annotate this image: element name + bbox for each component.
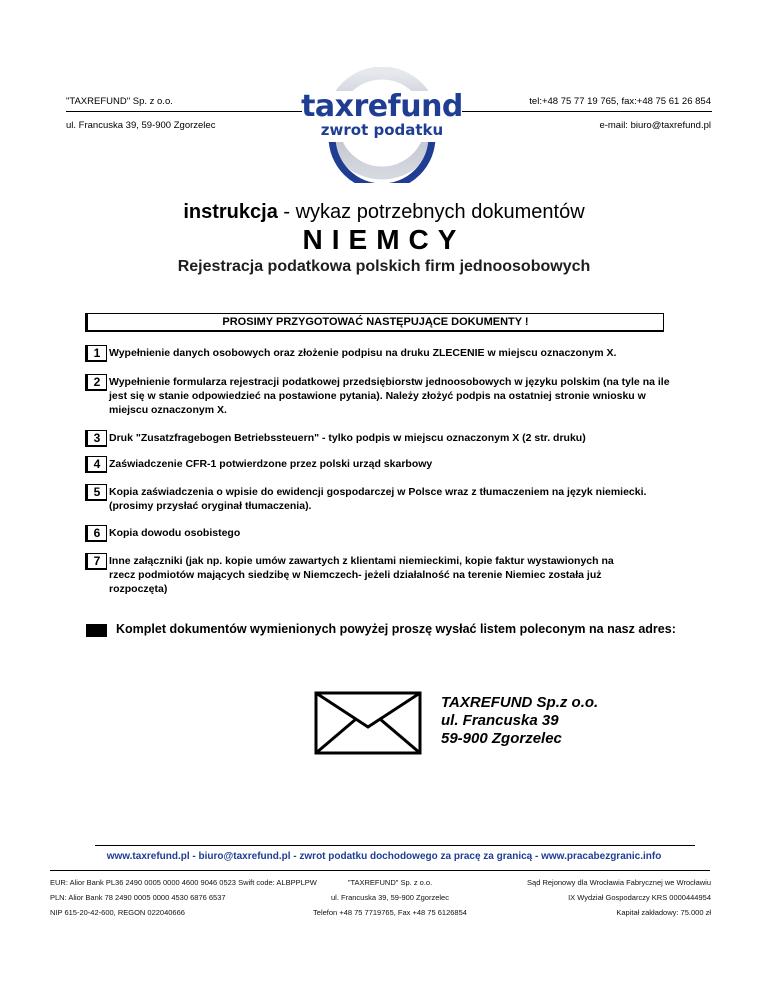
document-subtitle: Rejestracja podatkowa polskich firm jednoosobowych: [177, 258, 591, 275]
item-text: Wypełnienie formularza rejestracji podatkowej przedsiębiorstw jednoosobowych w języku polskim (na tyle na ile jest się w stanie odpowiedzieć na postawione pytania). Należy złożyć podpis na ostatniej stronie wniosku w miejscu oznaczonym X.: [109, 376, 670, 416]
item-text: Druk "Zusatzfragebogen Betriebssteuern" - tylko podpis w miejscu oznaczonym X (2 str. druku): [109, 432, 586, 444]
country-heading: NIEMCY: [302, 224, 466, 255]
footer-phone: Telefon +48 75 7719765, Fax +48 75 6126854: [313, 908, 467, 917]
item-number: 4: [85, 456, 107, 473]
item-number: 5: [85, 484, 107, 501]
item-text: Kopia dowodu osobistego: [109, 527, 241, 539]
document-title: [0, 201, 768, 224]
footer-capital: Kapitał zakładowy: 75.000 zł: [616, 908, 711, 917]
logo-wordmark: taxrefund: [301, 89, 463, 124]
footer-company: "TAXREFUND" Sp. z o.o.: [347, 878, 433, 887]
footer-nip: NIP 615-20-42-600, REGON 022040666: [50, 908, 185, 917]
item-number: 6: [85, 525, 107, 542]
footer-bank-eur: EUR: Alior Bank PL36 2490 0005 0000 4600 9046 0523 Swift code: ALBPPLPW: [50, 878, 317, 887]
header-rule-left: [66, 111, 302, 112]
item-number: 2: [85, 374, 107, 391]
item-number: 3: [85, 430, 107, 447]
footer-rule: [95, 845, 695, 846]
header-street: ul. Francuska 39, 59-900 Zgorzelec: [66, 120, 216, 131]
footer-rule-bottom: [50, 870, 710, 871]
header-phone-fax: tel:+48 75 77 19 765, fax:+48 75 61 26 854: [529, 96, 711, 107]
footer-street: ul. Francuska 39, 59-900 Zgorzelec: [331, 893, 449, 902]
send-instruction: Komplet dokumentów wymienionych powyżej proszę wysłać listem poleconym na nasz adres:: [116, 622, 676, 636]
item-text: Wypełnienie danych osobowych oraz złożenie podpisu na druku ZLECENIE w miejscu oznaczonym X.: [109, 347, 617, 359]
item-text: Kopia zaświadczenia o wpisie do ewidencji gospodarczej w Polsce wraz z tłumaczeniem na język niemiecki. (prosimy przysłać oryginał tłumaczenia).: [109, 486, 647, 512]
header-rule-right: [462, 111, 712, 112]
address-line-1: TAXREFUND Sp.z o.o.: [441, 694, 599, 711]
logo-tagline: zwrot podatku: [320, 121, 444, 139]
prepare-heading: PROSIMY PRZYGOTOWAĆ NASTĘPUJĄCE DOKUMENTY !: [85, 313, 664, 332]
header-email: e-mail: biuro@taxrefund.pl: [599, 120, 711, 131]
item-text: Inne załączniki (jak np. kopie umów zawartych z klientami niemieckimi, kopie faktur wystawionych na rzecz podmiotów mających siedzibę w Niemczech- jeżeli działalność na terenie Niemiec została już rozpoczęta): [109, 555, 614, 595]
item-number: 1: [85, 345, 107, 362]
taxrefund-logo: [300, 67, 464, 183]
bullet-block: [86, 624, 107, 637]
footer-krs: IX Wydział Gospodarczy KRS 0000444954: [568, 893, 711, 902]
title-rest: - wykaz potrzebnych dokumentów: [277, 201, 585, 223]
address-line-3: 59-900 Zgorzelec: [441, 730, 562, 747]
envelope-icon: [314, 691, 422, 755]
footer-bank-pln: PLN: Alior Bank 78 2490 0005 0000 4530 6876 6537: [50, 893, 226, 902]
item-number: 7: [85, 553, 107, 570]
item-text: Zaświadczenie CFR-1 potwierdzone przez polski urząd skarbowy: [109, 458, 433, 470]
header-company: "TAXREFUND" Sp. z o.o.: [66, 96, 173, 107]
address-line-2: ul. Francuska 39: [441, 712, 559, 729]
footer-court: Sąd Rejonowy dla Wrocławia Fabrycznej we Wrocławiu: [527, 878, 711, 887]
mailing-address: [441, 694, 598, 748]
footer-links: www.taxrefund.pl - biuro@taxrefund.pl - zwrot podatku dochodowego za pracę za granicą - www.pracabezgranic.info: [106, 851, 662, 862]
title-bold: instrukcja: [183, 201, 278, 223]
